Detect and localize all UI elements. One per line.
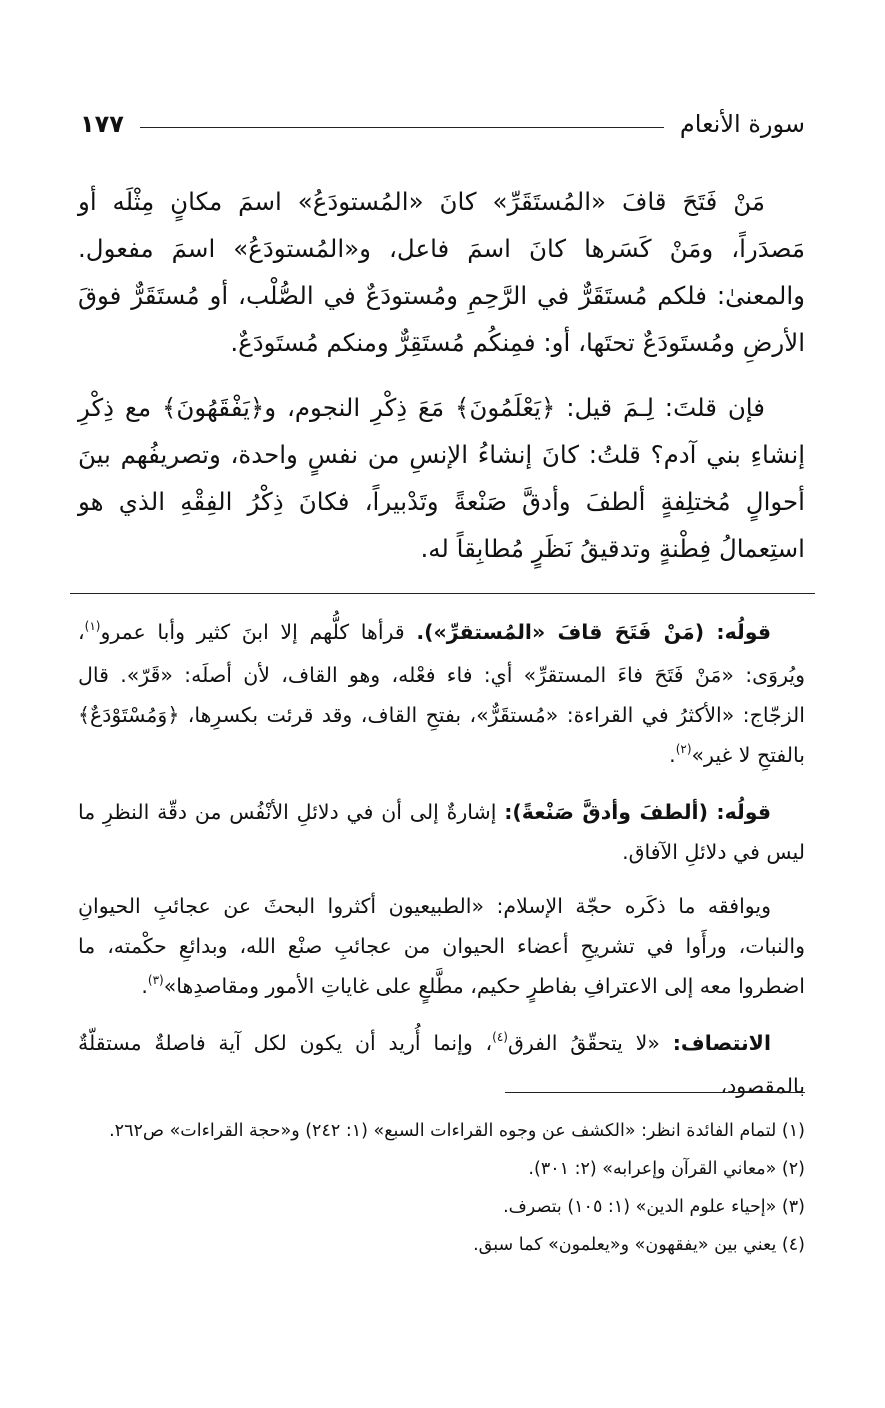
commentary-1-label: قولُه: (مَنْ فَتَحَ قافَ «المُستقرِّ»). <box>416 620 771 644</box>
surah-title: سورة الأنعام <box>679 110 805 138</box>
footnotes <box>70 1112 805 1264</box>
footnote-3: (٣) «إحياء علوم الدين» (١: ١٠٥) بتصرف. <box>503 1197 805 1217</box>
commentary-2-label: قولُه: (ألطفَ وأدقَّ صَنْعةً): <box>504 800 771 824</box>
commentary-2-text: إشارةٌ إلى أن في دلائلِ الأنْفُس من دقّة النظرِ ما ليس في دلائلِ الآفاق. <box>78 800 805 864</box>
footnote-ref-1: (١) <box>84 619 101 633</box>
commentary-4-label: الانتصاف: <box>672 1031 771 1055</box>
footnote-ref-2: (٢) <box>675 742 692 756</box>
commentary-1-text-b: ، ويُروَى: «مَنْ فَتَحَ فاءَ المستقرِّ» أي: فاء فعْله، وهو القاف، لأن أصلَه: «قَرّ». قال الزجّاج: «الأكثرُ في القراءة: «مُستقَرٌّ»، بفتحِ القاف، وقد قرئت بكسرِها، ﴿وَمُسْتَوْدَعٌ﴾ بالفتحِ لا غير» <box>78 620 805 767</box>
commentary-paragraph-4 <box>78 1023 805 1106</box>
footnote-ref-3: (٣) <box>147 973 164 987</box>
commentary-paragraph-3 <box>78 886 805 1009</box>
main-paragraph-2: فإن قلتَ: لِـمَ قيل: ﴿يَعْلَمُونَ﴾ مَعَ ذِكْرِ النجوم، و﴿يَفْقَهُونَ﴾ مع ذِكْرِ إنشاءِ بني آدم؟ قلتُ: كانَ إنشاءُ الإنسِ من نفسٍ واحدة، وتصريفُهم بينَ أحوالٍ مُختلِفةٍ ألطفَ وأدقَّ صَنْعةً وتَدْبيراً، فكانَ ذِكْرُ الفِقْهِ الذي هو استِعمالُ فِطْنةٍ وتدقيقُ نَظَرٍ مُطابِقاً له. <box>78 393 805 563</box>
footnote-2: (٢) «معاني القرآن وإعرابه» (٢: ٣٠١). <box>528 1159 805 1179</box>
main-text <box>78 178 805 572</box>
commentary-3-end: . <box>141 974 148 998</box>
footnote-1: (١) لتمام الفائدة انظر: «الكشف عن وجوه القراءات السبع» (١: ٢٤٢) و«حجة القراءات» ص٢٦٢. <box>109 1121 805 1141</box>
commentary-1-end: . <box>669 743 676 767</box>
page-number: ١٧٧ <box>80 110 124 138</box>
main-paragraph-1: مَنْ فَتَحَ قافَ «المُستَقَرِّ» كانَ «المُستودَعُ» اسمَ مكانٍ مِثْلَه أو مَصدَراً، ومَنْ كَسَرها كانَ اسمَ فاعل، و«المُستودَعُ» اسمَ مفعول. والمعنىٰ: فلكم مُستَقَرٌّ في الرَّحِمِ ومُستودَعٌ في الصُّلْب، أو مُستَقَرٌّ فوقَ الأرضِ ومُستَودَعٌ تحتَها، أو: فمِنكُم مُستَقِرٌّ ومنكم مُستَودَعٌ. <box>78 187 805 357</box>
commentary-4-text-b: ، وإنما أُريد أن يكون لكل آية فاصلةٌ مستقلّةٌ بالمقصود، <box>78 1031 805 1098</box>
footnote-divider <box>505 1092 805 1093</box>
main-commentary-divider <box>70 593 815 594</box>
commentary-3-text: ويوافقه ما ذكَره حجّة الإسلام: «الطبيعيون أكثروا البحثَ عن عجائبِ الحيوانِ والنبات، ورأَوا في تشريحِ أعضاء الحيوان من عجائبِ صنْع الله، وبدائعِ حكْمته، ما اضطروا معه إلى الاعترافِ بفاطرٍ حكيم، مطَّلعٍ على غاياتِ الأمور ومقاصدِها» <box>78 894 805 998</box>
header-rule <box>140 127 664 128</box>
commentary-paragraph-1 <box>78 612 805 778</box>
commentary <box>78 612 805 1106</box>
footnote-ref-4: (٤) <box>492 1030 508 1044</box>
commentary-paragraph-2 <box>78 792 805 872</box>
footnote-4: (٤) يعني بين «يفقهون» و«يعلمون» كما سبق. <box>473 1235 805 1255</box>
commentary-1-text-a: قرأها كلُّهم إلا ابنَ كثير وأبا عمرو <box>100 620 405 644</box>
commentary-4-text-a: «لا يتحقّقُ الفرق <box>507 1031 660 1055</box>
page-header <box>80 104 805 144</box>
